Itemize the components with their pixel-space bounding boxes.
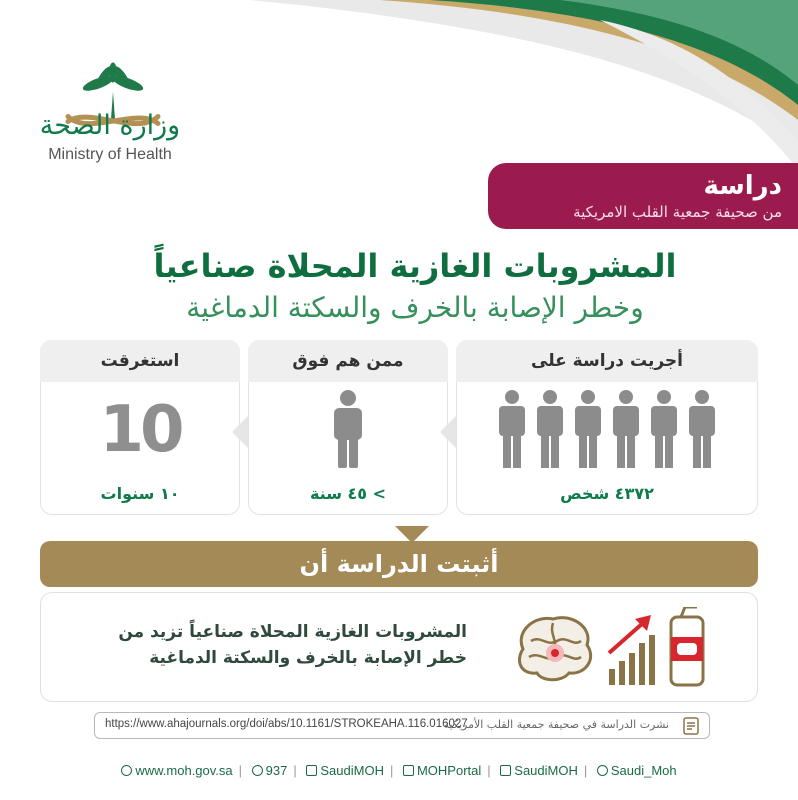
person-icon bbox=[330, 390, 366, 470]
footer-twitter[interactable]: SaudiMOH bbox=[306, 763, 384, 778]
panel-duration bbox=[40, 340, 240, 515]
people-group-icon bbox=[496, 390, 718, 470]
proof-box bbox=[40, 592, 758, 702]
study-facts-panels bbox=[40, 340, 758, 515]
proof-text bbox=[57, 619, 467, 671]
panel-duration-heading: استغرقت bbox=[40, 340, 240, 382]
study-banner bbox=[488, 163, 798, 229]
panel-participants-value: ٤٣٧٢ شخص bbox=[560, 484, 654, 503]
footer-contacts: www.moh.gov.sa | 937 | SaudiMOH | MOHPortal | SaudiMOH | Saudi_Moh bbox=[0, 763, 798, 778]
proof-line-1: المشروبات الغازية المحلاة صناعياً تزيد من bbox=[118, 622, 467, 642]
reference-note: نشرت الدراسة في صحيفة جمعية القلب الأمريكية bbox=[443, 718, 669, 731]
footer-snapchat[interactable]: Saudi_Moh bbox=[597, 763, 677, 778]
footer-youtube[interactable]: MOHPortal bbox=[403, 763, 481, 778]
big-number-ten: 10 bbox=[99, 393, 181, 467]
phone-icon bbox=[252, 765, 263, 776]
arrow-left-icon bbox=[232, 416, 248, 448]
study-title: دراسة bbox=[703, 171, 782, 201]
twitter-icon bbox=[306, 765, 317, 776]
brain-icon bbox=[511, 611, 597, 687]
footer-phone[interactable]: 937 bbox=[252, 763, 288, 778]
proof-banner: أثبتت الدراسة أن bbox=[40, 541, 758, 587]
panel-age-value: > ٤٥ سنة bbox=[309, 484, 387, 503]
instagram-icon bbox=[500, 765, 511, 776]
study-source: من صحيفة جمعية القلب الامريكية bbox=[573, 203, 782, 221]
logo-english-text: Ministry of Health bbox=[48, 146, 172, 163]
footer-website[interactable]: www.moh.gov.sa bbox=[121, 763, 232, 778]
soda-can-icon bbox=[667, 607, 707, 689]
globe-icon bbox=[121, 765, 132, 776]
panel-age-heading: ممن هم فوق bbox=[248, 340, 448, 382]
headline-line-2: وخطر الإصابة بالخرف والسكتة الدماغية bbox=[186, 291, 644, 324]
proof-line-2: خطر الإصابة بالخرف والسكتة الدماغية bbox=[149, 648, 467, 668]
panel-duration-value: ١٠ سنوات bbox=[100, 484, 180, 503]
document-icon bbox=[681, 716, 701, 736]
footer-instagram[interactable]: SaudiMOH bbox=[500, 763, 578, 778]
panel-participants bbox=[456, 340, 758, 515]
rising-chart-icon bbox=[607, 613, 657, 685]
panel-participants-heading: أجريت دراسة على bbox=[456, 340, 758, 382]
reference-box bbox=[94, 712, 710, 739]
reference-url[interactable]: https://www.ahajournals.org/doi/abs/10.1161/STROKEAHA.116.016027 bbox=[105, 718, 468, 730]
headline-line-1: المشروبات الغازية المحلاة صناعياً bbox=[153, 247, 677, 285]
logo-arabic-text: وزارة الصحة bbox=[39, 110, 181, 141]
panel-age bbox=[248, 340, 448, 515]
youtube-icon bbox=[403, 765, 414, 776]
snapchat-icon bbox=[597, 765, 608, 776]
headline bbox=[60, 244, 770, 328]
arrow-left-icon bbox=[440, 416, 456, 448]
